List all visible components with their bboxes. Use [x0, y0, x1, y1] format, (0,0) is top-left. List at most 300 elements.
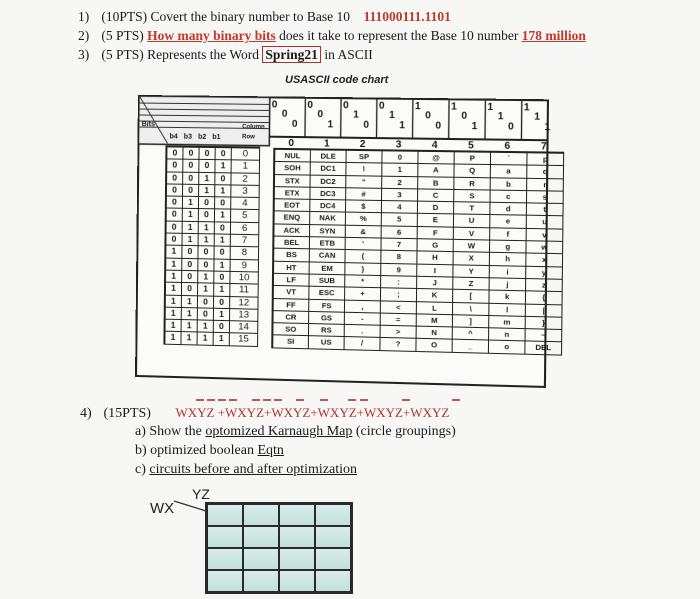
ascii-cell: a [491, 165, 528, 178]
ascii-cell: " [346, 176, 382, 189]
kmap-cell [315, 548, 351, 570]
row-bit: 1 [166, 283, 182, 296]
column-bits [269, 99, 305, 136]
ascii-cell: > [381, 326, 417, 339]
ascii-cell: ( [345, 250, 381, 263]
ascii-cell: } [526, 317, 563, 330]
ascii-cell: BS [274, 249, 310, 262]
column-number: 5 [467, 140, 474, 152]
question-number: 4) [80, 406, 92, 421]
ascii-cell: @ [418, 152, 454, 165]
ascii-cell: 0 [382, 151, 418, 164]
row-bit: 1 [215, 210, 231, 223]
column-bits [485, 102, 522, 139]
row-bit: 1 [199, 173, 215, 186]
row-number: 6 [231, 222, 259, 235]
row-number: 11 [230, 284, 258, 297]
row-bit: 1 [214, 259, 230, 272]
row-bit: 1 [182, 320, 198, 333]
bit-digit: 0 [378, 100, 385, 112]
ascii-cell: X [454, 252, 490, 265]
negation-overbars [190, 396, 490, 404]
ascii-cell: _ [453, 340, 489, 353]
bit-digit: 0 [461, 110, 468, 122]
row-bit: 1 [166, 271, 182, 284]
row-bit: 1 [198, 321, 214, 334]
ascii-cell: EOT [275, 199, 311, 212]
row-bit: 0 [182, 259, 198, 272]
bit-digit: 1 [389, 109, 395, 122]
row-bit: 1 [215, 160, 231, 173]
column-bits [305, 100, 341, 137]
row-bit: 0 [198, 296, 214, 309]
bit-digit: 0 [363, 119, 370, 131]
row-bit: 1 [183, 197, 199, 210]
karnaugh-map [205, 502, 353, 594]
row-number: 9 [231, 260, 259, 273]
kmap-cell [279, 548, 315, 570]
ascii-cell: ENQ [275, 212, 311, 225]
ascii-cell: c [491, 190, 528, 203]
column-number: 0 [288, 137, 295, 150]
question-number: 1) [78, 9, 90, 24]
row-bit: 1 [165, 332, 181, 345]
ascii-cell: NAK [310, 212, 346, 225]
ascii-cell: r [527, 178, 564, 191]
ascii-cell: F [418, 227, 454, 240]
bit-digit: 0 [435, 120, 442, 132]
bit-digit: 0 [271, 99, 278, 111]
ascii-cell: V [454, 227, 490, 240]
ascii-cell: DLE [311, 150, 347, 163]
kmap-cell [207, 504, 243, 526]
row-bit: 0 [214, 321, 230, 334]
bit-digit: 1 [523, 102, 530, 114]
ascii-cell: 5 [382, 214, 418, 227]
ascii-cell: / [345, 337, 381, 350]
row-bit: 1 [182, 296, 198, 309]
ascii-cell: ' [346, 238, 382, 251]
ascii-cell: FF [274, 299, 310, 312]
ascii-cell: T [454, 202, 490, 215]
row-number: 5 [231, 210, 259, 223]
ascii-cell: s [527, 191, 564, 204]
ascii-cell: SOH [275, 162, 311, 175]
row-bit: 0 [199, 210, 215, 223]
ascii-cell: m [489, 316, 526, 329]
boxed-word: Spring21 [262, 46, 321, 63]
ascii-cell: ; [381, 288, 417, 301]
question-text: (10PTS) Covert the binary number to Base 10 [101, 9, 350, 24]
bit-digit: 1 [353, 109, 359, 121]
row-bits-grid [163, 145, 260, 346]
ascii-cell: DC4 [310, 200, 346, 213]
column-number: 3 [395, 139, 402, 151]
ascii-cell: U [454, 215, 490, 228]
kmap-column-label: YZ [192, 486, 210, 502]
ascii-cell: HT [274, 261, 310, 274]
bit-digit: 1 [487, 101, 494, 114]
row-number: 13 [230, 309, 258, 322]
ascii-cell: = [381, 313, 417, 326]
ascii-cell: | [526, 304, 563, 317]
column-number: 4 [431, 139, 438, 152]
ascii-cell: I [417, 264, 453, 277]
row-bit: 0 [182, 246, 198, 259]
row-number: 1 [232, 161, 260, 174]
column-bit-header [269, 99, 558, 139]
ascii-cell: x [526, 254, 563, 267]
row-label: Row [242, 134, 255, 141]
ascii-cell: o [489, 341, 526, 354]
part-underlined: optomized Karnaugh Map [205, 424, 353, 439]
row-bit: 0 [199, 148, 215, 161]
bit-digit: 1 [497, 111, 504, 123]
bit-digit: 0 [291, 118, 298, 130]
bit-digit: 0 [317, 109, 324, 121]
bit-digit: 1 [399, 120, 406, 132]
ascii-cell: n [489, 328, 526, 341]
ascii-cell: & [346, 226, 382, 239]
kmap-cell [207, 548, 243, 570]
part-text: Show the [149, 424, 206, 439]
row-number: 14 [230, 321, 258, 334]
row-bit: 0 [215, 173, 231, 186]
row-bit: 1 [214, 309, 230, 322]
ascii-cell: b [491, 178, 528, 191]
kmap-cell [243, 548, 279, 570]
ascii-cell: [ [453, 290, 489, 303]
ascii-cell: J [417, 277, 453, 290]
ascii-cell: p [527, 153, 564, 166]
ascii-cell: Q [454, 165, 490, 178]
kmap-cell [279, 570, 315, 592]
ascii-cell: FS [309, 299, 345, 312]
kmap-cell [243, 526, 279, 548]
part-suffix: (circle groupings) [352, 424, 456, 439]
bit-digit: 0 [307, 99, 314, 111]
row-bit: 0 [167, 221, 183, 234]
boolean-expression: WXYZ +WXYZ+WXYZ+WXYZ+WXYZ+WXYZ [175, 405, 450, 420]
ascii-cell: v [527, 229, 564, 242]
part-underlined: Eqtn [257, 443, 284, 458]
kmap-cell [207, 526, 243, 548]
ascii-cell: 6 [382, 226, 418, 239]
ascii-cell: G [417, 239, 453, 252]
bit-digit: 1 [544, 121, 551, 134]
bit-digit: 1 [414, 100, 421, 113]
row-bit: 1 [182, 308, 198, 321]
ascii-cell: DC2 [311, 175, 347, 188]
ascii-cell: ACK [274, 224, 310, 237]
bit-digit: 1 [471, 120, 478, 133]
ascii-cell: g [490, 241, 527, 254]
character-grid [271, 148, 564, 356]
ascii-cell: RS [309, 324, 345, 337]
row-number: 10 [230, 272, 258, 285]
ascii-cell: 7 [381, 239, 417, 252]
kmap-cell [279, 526, 315, 548]
bits-label: Bits [141, 121, 155, 129]
row-bit: 1 [166, 246, 182, 259]
ascii-cell: 3 [382, 189, 418, 202]
row-bit: 0 [183, 160, 199, 173]
bit-digit: 1 [534, 111, 541, 123]
ascii-cell: % [346, 213, 382, 226]
row-bit: 1 [182, 234, 198, 247]
row-bit: 0 [198, 308, 214, 321]
row-bit: 1 [166, 258, 182, 271]
row-bit: 0 [198, 247, 214, 260]
column-number: 6 [504, 140, 511, 153]
ascii-cell: STX [275, 175, 311, 188]
binary-number: 111000111.1101 [363, 9, 451, 24]
question-4-part [135, 424, 456, 440]
ascii-cell: f [490, 228, 527, 241]
part-underlined: circuits before and after optimization [149, 462, 357, 477]
ascii-cell: P [455, 152, 491, 165]
row-number: 4 [231, 198, 259, 211]
row-number: 8 [231, 247, 259, 260]
ascii-cell: k [489, 291, 526, 304]
ascii-cell: M [417, 314, 453, 327]
ascii-cell: H [417, 252, 453, 265]
ascii-cell: NUL [275, 150, 311, 163]
ascii-cell: O [416, 339, 452, 352]
ascii-cell: ~ [526, 329, 563, 342]
part-letter: b) [135, 443, 151, 458]
question-number: 2) [78, 28, 90, 43]
ascii-cell: ETX [275, 187, 311, 200]
row-bit: 0 [182, 283, 198, 296]
ascii-cell: E [418, 214, 454, 227]
column-number: 2 [359, 138, 366, 151]
question-text: (5 PTS) Represents the Word [101, 47, 260, 62]
row-bit: 0 [183, 172, 199, 185]
bit-digit: 0 [281, 108, 288, 120]
question-4 [80, 405, 449, 422]
row-bit: 0 [182, 271, 198, 284]
ascii-cell: l [489, 303, 526, 316]
column-bits [377, 101, 413, 138]
row-bit: 1 [198, 271, 214, 284]
row-number: 7 [231, 235, 259, 248]
row-bit: 1 [214, 284, 230, 297]
kmap-cell [243, 504, 279, 526]
row-bit: 0 [183, 148, 199, 161]
row-bit: 1 [215, 185, 231, 198]
row-bit: 1 [198, 333, 214, 346]
ascii-cell: * [345, 275, 381, 288]
column-bits [521, 102, 558, 139]
ascii-cell: j [490, 278, 527, 291]
question-suffix: in ASCII [324, 47, 373, 62]
kmap-cell [279, 504, 315, 526]
ascii-cell: N [417, 327, 453, 340]
row-bit: 0 [216, 148, 232, 161]
ascii-cell: z [526, 279, 563, 292]
column-bits [449, 101, 486, 138]
ascii-cell: LF [274, 274, 310, 287]
ascii-cell: ! [346, 163, 382, 176]
ascii-cell: , [345, 300, 381, 313]
question-4-part [135, 443, 284, 459]
row-bit: 0 [214, 272, 230, 285]
bit-digit: 0 [507, 121, 514, 133]
row-number: 2 [231, 173, 259, 186]
ascii-cell: t [527, 204, 564, 217]
kmap-cell [315, 570, 351, 592]
ascii-cell: 4 [382, 201, 418, 214]
ascii-cell: ? [380, 338, 416, 351]
points-label: (15PTS) [103, 406, 151, 421]
part-text: optimized boolean [150, 443, 258, 458]
ascii-chart [135, 95, 557, 391]
question-2 [78, 28, 586, 44]
question-text: does it take to represent the Base 10 number [279, 28, 519, 43]
ascii-cell: US [309, 337, 345, 350]
ascii-cell: ^ [453, 328, 489, 341]
ascii-cell: DC1 [311, 163, 347, 176]
ascii-cell: SP [347, 151, 383, 164]
row-bit: 1 [199, 222, 215, 235]
row-bit: 1 [166, 295, 182, 308]
row-bit: 1 [199, 185, 215, 198]
row-bit: 0 [199, 197, 215, 210]
row-bit: 1 [166, 308, 182, 321]
row-bit: 0 [167, 160, 183, 173]
kmap-cell [243, 570, 279, 592]
row-number: 12 [230, 297, 258, 310]
ascii-cell: SO [273, 323, 309, 336]
ascii-cell: - [345, 313, 381, 326]
ascii-cell: : [381, 276, 417, 289]
ascii-cell: W [454, 240, 490, 253]
ascii-cell: A [418, 164, 454, 177]
ascii-cell: + [345, 288, 381, 301]
ascii-cell: e [490, 216, 527, 229]
chart-title: USASCII code chart [285, 74, 389, 86]
ascii-cell: CR [274, 311, 310, 324]
ascii-cell: ] [453, 315, 489, 328]
bit-digit: 0 [342, 100, 349, 112]
question-number: 3) [78, 47, 90, 62]
ascii-cell: 8 [381, 251, 417, 264]
row-bit: 1 [181, 333, 197, 346]
bit-digit: 1 [451, 101, 457, 113]
part-letter: a) [135, 424, 150, 439]
ascii-cell: SYN [310, 225, 346, 238]
ascii-cell: BEL [274, 237, 310, 250]
ascii-cell: u [527, 216, 564, 229]
target-number: 178 million [521, 28, 586, 43]
points-label: (5 PTS) [101, 28, 144, 43]
ascii-cell: DEL [525, 342, 562, 355]
ascii-cell: SI [273, 336, 309, 349]
row-bit: 1 [199, 234, 215, 247]
ascii-cell: 2 [382, 176, 418, 189]
ascii-cell: ESC [309, 287, 345, 300]
row-bit: 1 [214, 333, 230, 346]
row-bit: 0 [215, 247, 231, 260]
column-label: Column [242, 124, 265, 131]
ascii-cell: CAN [310, 250, 346, 263]
question-3 [78, 47, 373, 63]
column-bits [341, 100, 377, 137]
ascii-cell: q [527, 166, 564, 179]
row-number: 15 [230, 334, 258, 347]
ascii-cell: Z [453, 278, 489, 291]
ascii-cell: C [418, 189, 454, 202]
ascii-cell: ETB [310, 237, 346, 250]
row-bit: 0 [167, 209, 183, 222]
ascii-cell: i [490, 266, 527, 279]
ascii-cell: 9 [381, 264, 417, 277]
kmap-cell [315, 526, 351, 548]
ascii-cell: y [526, 266, 563, 279]
row-bit: 0 [166, 234, 182, 247]
ascii-cell: SUB [309, 275, 345, 288]
ascii-cell: B [418, 177, 454, 190]
column-bits [413, 101, 450, 138]
row-bit: 0 [167, 147, 183, 160]
ascii-cell: d [490, 203, 527, 216]
row-bit: 0 [198, 259, 214, 272]
row-number: 3 [231, 185, 259, 198]
row-bit: 0 [167, 197, 183, 210]
ascii-cell: GS [309, 312, 345, 325]
bit-position-labels: b4 b3 b2 b1 [169, 133, 221, 142]
bit-digit: 0 [425, 110, 431, 122]
ascii-cell: { [526, 292, 563, 305]
column-number: 1 [323, 138, 330, 150]
ascii-cell: ` [491, 153, 528, 166]
row-bit: 0 [183, 185, 199, 198]
row-bit: 0 [215, 222, 231, 235]
row-bit: 0 [167, 184, 183, 197]
ascii-cell: w [526, 241, 563, 254]
row-bit: 0 [215, 197, 231, 210]
ascii-cell: # [346, 188, 382, 201]
row-bit: 1 [183, 209, 199, 222]
ascii-cell: \ [453, 303, 489, 316]
ascii-cell: S [454, 190, 490, 203]
ascii-cell: L [417, 302, 453, 315]
ascii-cell: ) [345, 263, 381, 276]
ascii-cell: $ [346, 201, 382, 214]
row-bit: 1 [183, 222, 199, 235]
question-4-part [135, 462, 357, 478]
part-letter: c) [135, 462, 150, 477]
row-bit: 1 [166, 320, 182, 333]
ascii-cell: Y [453, 265, 489, 278]
question-1 [78, 9, 451, 25]
column-number: 7 [540, 141, 547, 153]
kmap-row-label: WX [150, 500, 175, 517]
row-bit: 0 [199, 160, 215, 173]
ascii-cell: DC3 [310, 188, 346, 201]
ascii-cell: D [418, 202, 454, 215]
ascii-cell: . [345, 325, 381, 338]
row-bit: 0 [167, 172, 183, 185]
highlighted-phrase: How many binary bits [147, 28, 276, 43]
row-bit: 1 [215, 235, 231, 248]
bit-digit: 1 [327, 119, 334, 131]
row-bit: 1 [198, 284, 214, 297]
kmap-cell [207, 570, 243, 592]
ascii-cell: VT [274, 286, 310, 299]
ascii-cell: h [490, 253, 527, 266]
